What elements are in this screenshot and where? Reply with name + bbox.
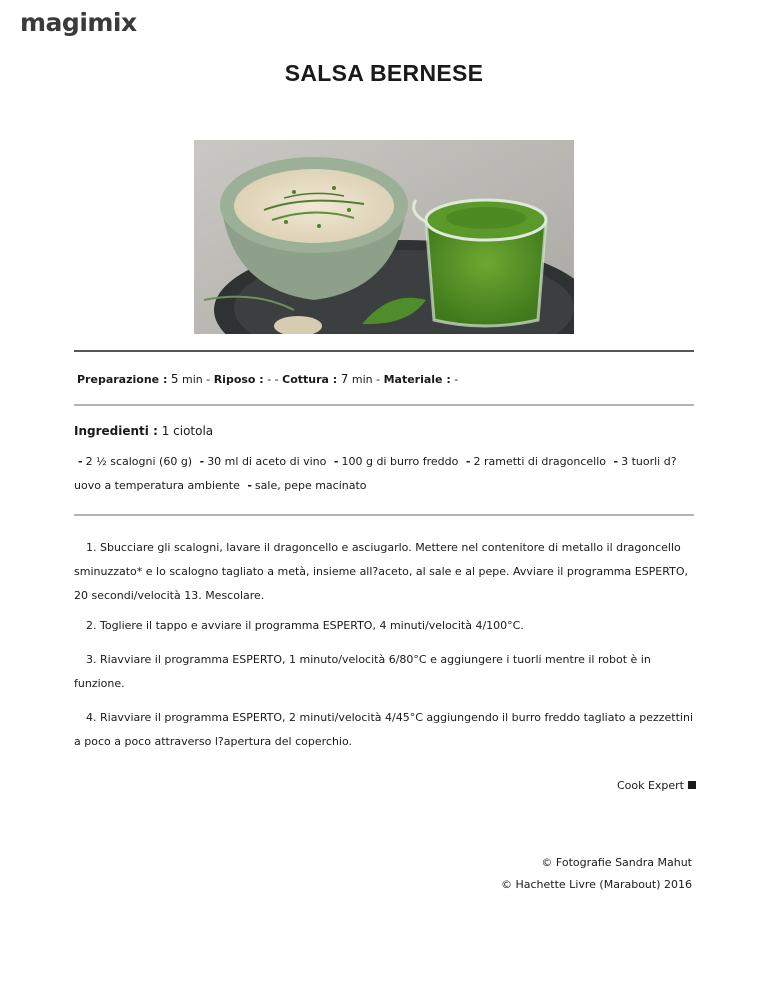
photo-credit: © Fotografie Sandra Mahut [541,856,692,869]
separator-dash: - [78,455,83,468]
step-3 [74,648,702,696]
recipe-photo [194,140,574,334]
step-text: 1. Sbucciare gli scalogni, lavare il dragoncello e asciugarlo. Mettere nel contenitore di metallo il dragoncello sminuzzato* e lo scalogno tagliato a metà, insieme all?aceto, al sale e al pepe. Avviare il programma ESPERTO, 20 secondi/velocità 13. Mescolare. [74,541,688,602]
step-text: 4. Riavviare il programma ESPERTO, 2 minuti/velocità 4/45°C aggiungendo il burro freddo tagliato a pezzettini a poco a poco attraverso l?apertura del coperchio. [74,711,694,748]
recipe-meta [77,372,458,386]
step-2 [74,614,702,638]
publisher-credit: © Hachette Livre (Marabout) 2016 [501,878,692,891]
ingredient-item: sale, pepe macinato [254,479,367,492]
signature-text: Cook Expert [616,779,684,792]
cook-value: 7 [340,372,349,386]
ingredients-list [74,450,702,498]
material-value: - [454,373,459,386]
material-label: Materiale : [383,373,451,386]
ingredient-item: 2 ½ scalogni (60 g) [85,455,193,468]
cook-unit: min - [351,373,381,386]
separator-dash: - [333,455,339,468]
rest-value: - - [267,373,279,386]
rest-label: Riposo : [213,373,264,386]
prep-unit: min - [181,373,211,386]
recipe-title: SALSA BERNESE [284,60,484,86]
end-square-icon [688,781,696,789]
cook-label: Cottura : [282,373,338,386]
divider-ingredients [74,514,694,516]
step-text: 3. Riavviare il programma ESPERTO, 1 minuto/velocità 6/80°C e aggiungere i tuorli mentre il robot è in funzione. [74,653,651,690]
ingredients-heading [74,424,213,438]
ingredient-item: 30 ml di aceto di vino [207,455,327,468]
step-4 [74,706,702,754]
separator-dash: - [199,455,205,468]
separator-dash: - [613,455,619,468]
prep-value: 5 [170,372,179,386]
step-1 [74,536,702,608]
sauce-photo-illustration [194,140,574,334]
signature [617,779,696,792]
ingredient-item: 3 tuorli d?uovo a temperatura ambiente [74,455,677,492]
brand-logo: magimix [20,8,137,37]
ingredients-yield: 1 ciotola [161,424,214,438]
separator-dash: - [247,479,252,492]
separator-dash: - [465,455,471,468]
step-text: 2. Togliere il tappo e avviare il programma ESPERTO, 4 minuti/velocità 4/100°C. [86,619,524,632]
ingredient-item: 2 rametti di dragoncello [473,455,607,468]
ingredient-item: 100 g di burro freddo [341,455,459,468]
divider-top [74,350,694,352]
ingredients-label: Ingredienti : [74,424,158,438]
divider-meta [74,404,694,406]
prep-label: Preparazione : [77,373,168,386]
